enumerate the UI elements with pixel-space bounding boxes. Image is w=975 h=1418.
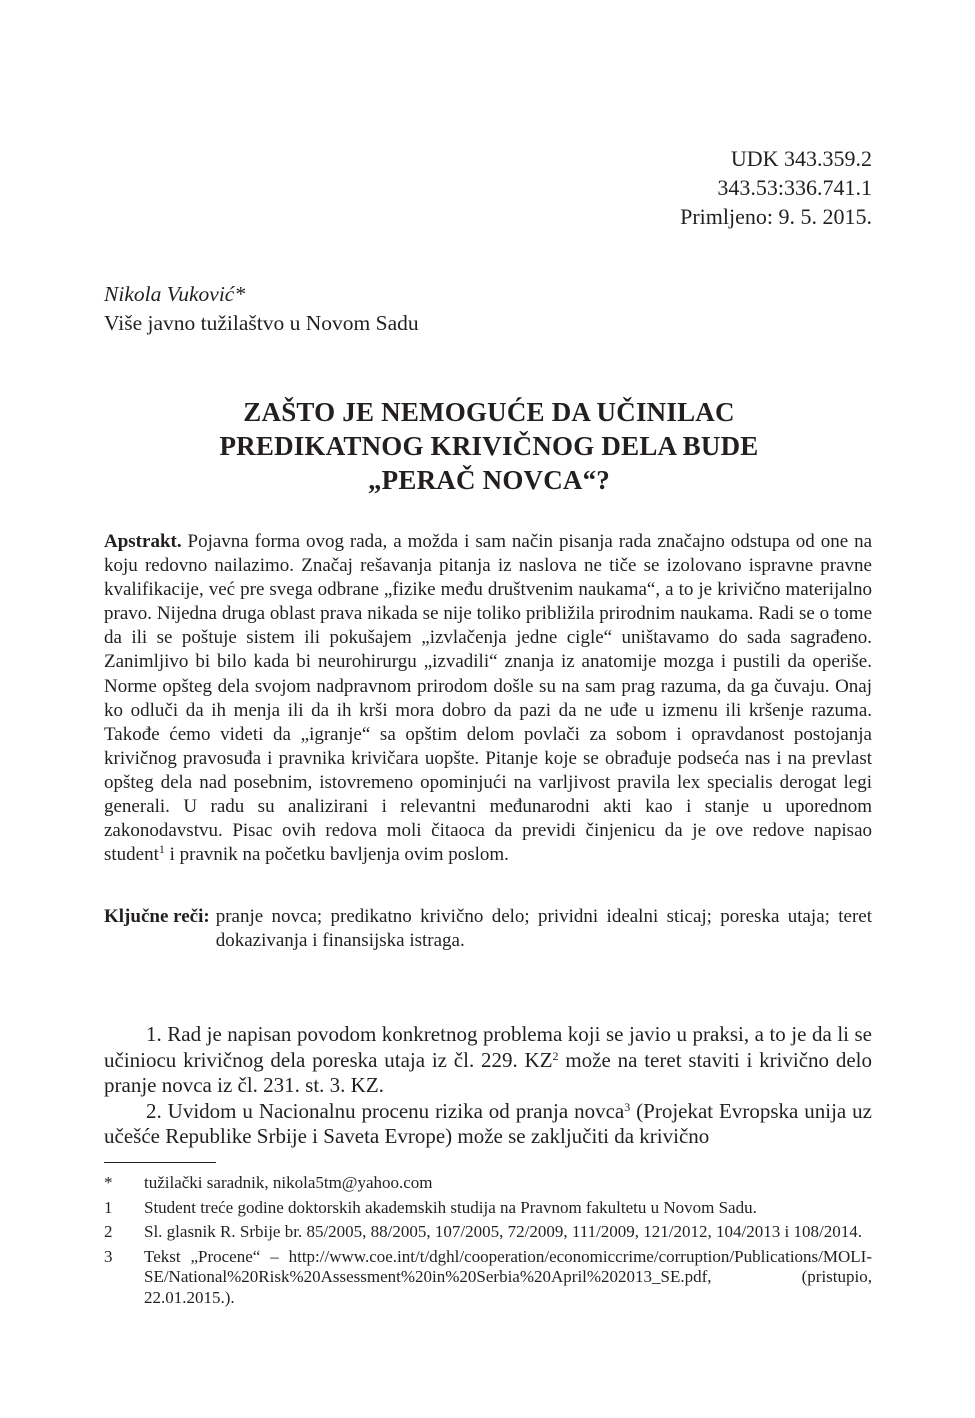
received-date: Primljeno: 9. 5. 2015.	[680, 204, 872, 229]
keywords	[104, 905, 872, 953]
author-affiliation: Više javno tužilaštvo u Novom Sadu	[104, 311, 419, 335]
footnote	[104, 1173, 872, 1194]
paper-title	[104, 395, 874, 497]
footnote-divider	[104, 1162, 216, 1163]
footnote-ref-1[interactable]: 1	[158, 842, 165, 857]
footnote-ref-3[interactable]: 3	[624, 1099, 631, 1114]
udk-line: 343.53:336.741.1	[717, 175, 872, 200]
abstract-text-end: i pravnik na početku bavljenja ovim poslom.	[164, 844, 509, 866]
paragraph-text: (Projekat Evropska unija uz učešće Republike Srbije i Saveta Evrope) može se zaključiti da krivično	[104, 1098, 872, 1148]
footnote-text: Sl. glasnik R. Srbije br. 85/2005, 88/2005, 107/2005, 72/2009, 111/2009, 121/2012, 104/2013 i 108/2014.	[144, 1222, 862, 1241]
footnote-text: Student treće godine doktorskih akademskih studija na Pravnom fakultetu u Novom Sadu.	[144, 1197, 757, 1217]
paragraph-2	[104, 1099, 872, 1150]
footnote	[104, 1247, 872, 1309]
footnote	[104, 1222, 872, 1243]
abstract-text: Pojavna forma ovog rada, a možda i sam način pisanja rada značajno odstupa od one na koju redovno nailazimo. Značaj rešavanja pitanja iz naslova ne tiče se izolovano ispravne pravne kvalifikacije, već pre svega odbrane „fizike među društvenim naukama“, a to je krivično materijalno pravo. Nijedna druga oblast prava nikada se nije toliko približila prirodnim naukama. Radi se o tome da ili se poštuje sistem ili pokušajem „izvlačenja jedne cigle“ uništavamo do sada sagrađeno. Zanimljivo bi bilo kada bi neurohirurgu „izvadili“ znanja iz anatomije mozga i pustili da operiše. Norme opšteg dela svojom nadpravnom prirodom došle su na sam prag razuma, da ga čuvaju. Onaj ko odluči da ih menja ili da ih krši mora dobro da pazi da ne uđe u izmenu ili kršenje razuma. Takođe ćemo videti da „igranje“ sa opštim delom povlači za sobom i opravdanost postojanja krivičnog pravosuđa i pravnika krivičara uopšte. Pitanje koje se obrađuje podseća nas i na prevlast opšteg dela nad posebnim, istovremeno opominjući na varljivost pravila lex specialis derogat legi generali. U radu su analizirani i relevantni međunarodni akti kao i stanje u uporednom zakonodavstvu. Pisac ovih redova moli čitaoca da previdi činjenicu da je ove redove napisao student	[104, 531, 872, 866]
body-text	[104, 1022, 872, 1150]
footnotes	[104, 1173, 872, 1312]
udk-classification	[680, 144, 872, 231]
footnote-text: tužilački saradnik, nikola5tm@yahoo.com	[144, 1173, 433, 1192]
keywords-label: Ključne reči:	[104, 906, 210, 927]
footnote-text: Tekst „Procene“ – http://www.coe.int/t/dghl/cooperation/economiccrime/corruption/Publications/MOLI-SE/National%20Risk%20Assessment%20in%20Serbia%20April%202013_SE.pdf, (pristupio, 22.01.2015.).	[144, 1246, 872, 1307]
keywords-text: pranje novca; predikatno krivično delo; prividni idealni sticaj; poreska utaja; teret dokazivanja i finansijska istraga.	[215, 906, 872, 951]
abstract-label: Apstrakt.	[104, 531, 182, 552]
paragraph-1	[104, 1022, 872, 1099]
author-name: Nikola Vuković*	[104, 282, 246, 306]
abstract	[104, 530, 872, 867]
footnote	[104, 1198, 872, 1219]
author-block	[104, 280, 419, 338]
footnote-mark: 3	[104, 1246, 113, 1266]
paragraph-text: može na teret staviti i krivično delo pranje novca iz čl. 231. st. 3. KZ.	[104, 1047, 873, 1097]
title-line: „PERAČ NOVCA“?	[367, 465, 611, 495]
footnote-ref-2[interactable]: 2	[552, 1048, 559, 1063]
footnote-mark: *	[104, 1173, 113, 1192]
paragraph-text: 2. Uvidom u Nacionalnu procenu rizika od pranja novca	[146, 1098, 625, 1123]
title-line: PREDIKATNOG KRIVIČNOG DELA BUDE	[219, 431, 759, 461]
footnote-mark: 2	[104, 1222, 113, 1241]
paragraph-text: 1. Rad je napisan povodom konkretnog problema koji se javio u praksi, a to je da li se učiniocu krivičnog dela poreska utaja iz čl. 229. KZ	[104, 1022, 872, 1072]
title-line: ZAŠTO JE NEMOGUĆE DA UČINILAC	[243, 397, 735, 427]
udk-line: UDK 343.359.2	[730, 146, 872, 171]
footnote-mark: 1	[104, 1197, 113, 1217]
